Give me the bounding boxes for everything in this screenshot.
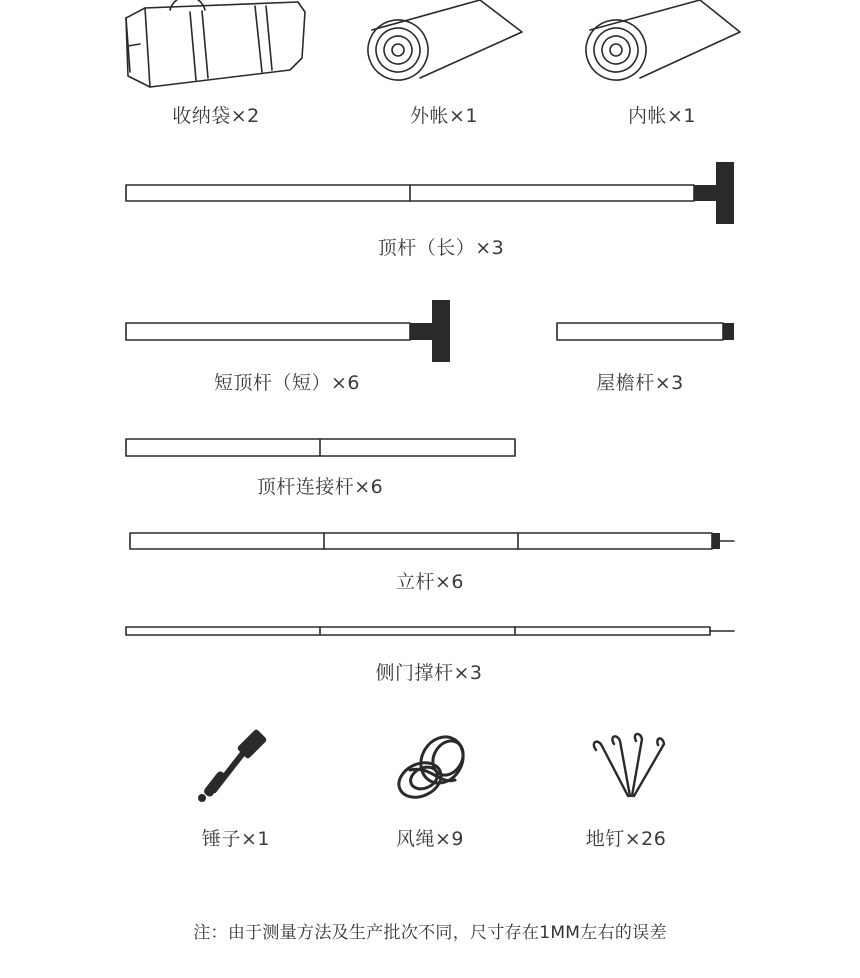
long-top-pole-label: 顶杆（长）×3 — [377, 237, 505, 259]
connector-pole — [126, 439, 515, 456]
measurement-note: 注：由于测量方法及生产批次不同，尺寸存在1MM左右的误差 — [193, 923, 667, 943]
side-door-pole — [126, 627, 734, 635]
side-door-pole-label: 侧门撑杆×3 — [375, 662, 483, 684]
inner-tent-label: 内帐×1 — [627, 105, 697, 127]
upright-pole-end-cap — [712, 533, 720, 549]
short-top-pole-label: 短顶杆（短）×6 — [213, 372, 361, 394]
long-pole-end-cap — [694, 185, 716, 201]
ground-stakes-icon — [594, 734, 664, 796]
short-pole-end-plate — [432, 300, 450, 362]
upright-pole — [130, 533, 734, 549]
rolled-inner-tent-icon — [578, 0, 740, 88]
rope-label: 风绳×9 — [395, 828, 465, 850]
long-pole-end-plate — [716, 162, 734, 224]
hammer-icon — [198, 728, 268, 802]
storage-bag-icon — [126, 0, 305, 87]
stakes-label: 地钉×26 — [585, 828, 667, 850]
long-top-pole — [126, 185, 694, 201]
connector-pole-label: 顶杆连接杆×6 — [256, 476, 384, 498]
upright-pole-label: 立杆×6 — [395, 571, 465, 593]
rope-coil-icon — [393, 729, 471, 804]
eave-pole-label: 屋檐杆×3 — [596, 372, 684, 394]
storage-bag-label: 收纳袋×2 — [172, 105, 260, 127]
hammer-label: 锤子×1 — [201, 828, 271, 850]
eave-pole-end-cap — [723, 323, 734, 340]
rolled-fly-icon — [360, 0, 522, 88]
short-top-pole — [126, 323, 410, 340]
short-pole-end-cap — [410, 323, 432, 340]
eave-pole — [557, 323, 723, 340]
outer-fly-label: 外帐×1 — [409, 105, 479, 127]
